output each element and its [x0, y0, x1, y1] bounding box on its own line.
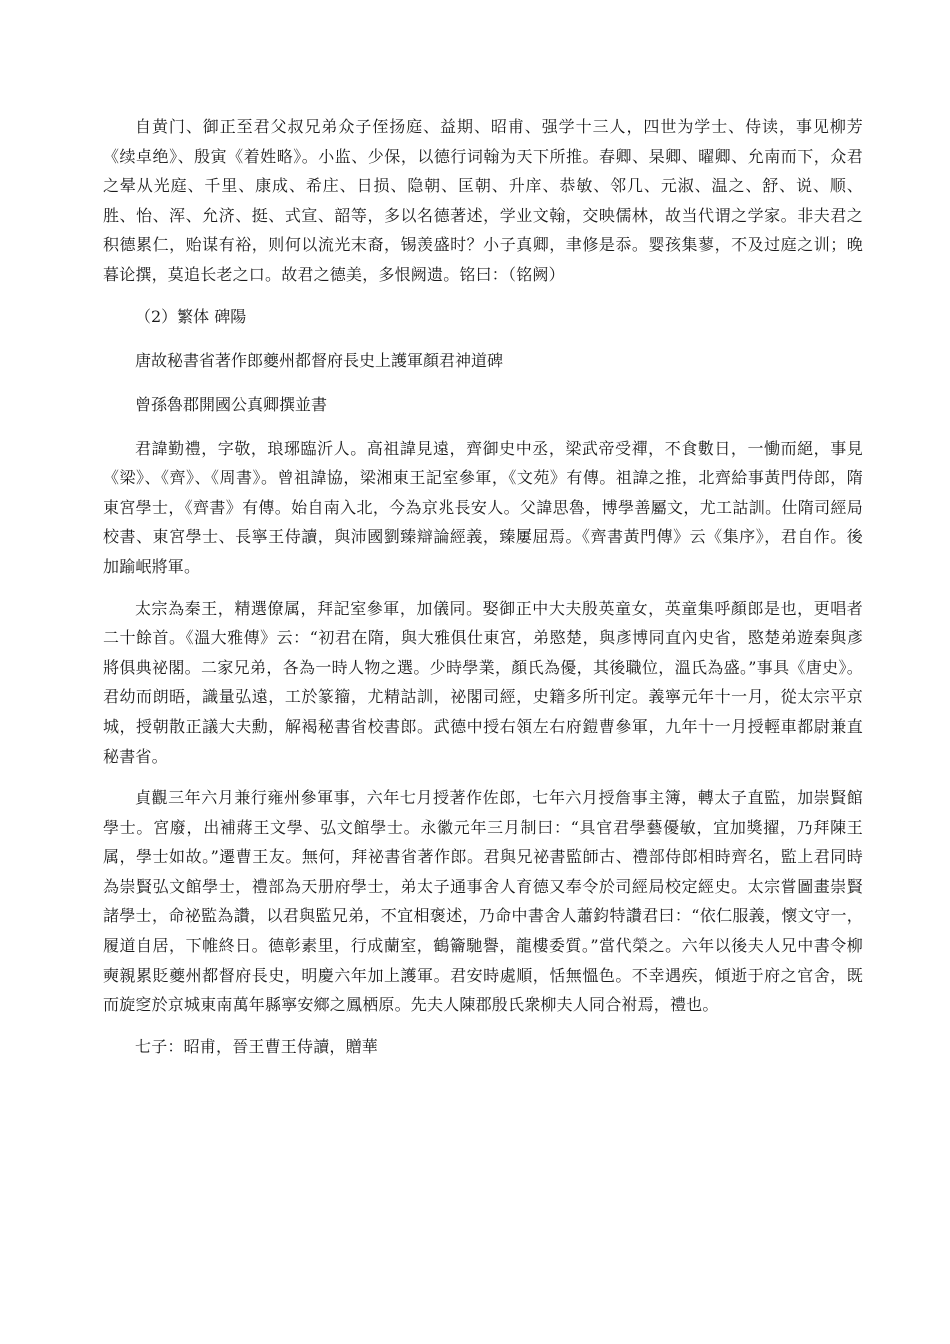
paragraph-genealogy: 自黄门、御正至君父叔兄弟众子侄扬庭、益期、昭甫、强学十三人，四世为学士、侍读，事见柳芳《续卓绝》、殷寅《着姓略》。小监、少保，以德行词翰为天下所推。春卿、杲卿、曜卿、允南而下，众君之晕从光庭、千里、康成、希庄、日损、隐朝、匡朝、升庠、恭敏、邻几、元淑、温之、舒、说、顺、胜、怡、浑、允济、挺、式宣、韶等，多以名德著述，学业文翰，交映儒林，故当代谓之学家。非夫君之积德累仁，贻谋有裕，则何以流光末裔，锡羡盛时？小子真卿，聿修是忝。婴孩集蓼，不及过庭之训；晚暮论撰，莫追长老之口。故君之德美，多恨阙遗。铭曰：（铭阙）	[103, 117, 863, 284]
paragraph-career-early: 太宗為秦王，精選僚属，拜記室參軍，加儀同。娶御正中大夫殷英童女，英童集呼顏郎是也，更唱者二十餘首。《溫大雅傳》云：“初君在隋，與大雅俱仕東宮，弟愍楚，與彥博同直內史省，愍楚弟遊秦與彥將俱典祕閣。二家兄弟，各為一時人物之選。少時學業，顏氏為優，其後職位，溫氏為盛。”事具《唐史》。君幼而朗晤，識量弘遠，工於篆籀，尤精詁訓，祕閣司經，史籍多所刊定。義寧元年十一月，從太宗平京城，授朝散正議大夫勳，解褐秘書省校書郎。武德中授右領左右府鎧曹參軍，九年十一月授輕車都尉兼直秘書省。	[103, 598, 863, 766]
section-heading-traditional: （2）繁体 碑陽	[135, 306, 247, 326]
author-line: 曾孫魯郡開國公真卿撰並書	[135, 394, 328, 414]
paragraph-sons: 七子：昭甫，晉王曹王侍讀，贈華	[135, 1036, 379, 1056]
paragraph-ancestry: 君諱勤禮，字敬，琅琊臨沂人。高祖諱見遠，齊御史中丞，梁武帝受禪，不食數日，一慟而絕，事見《梁》、《齊》、《周書》。曾祖諱協，梁湘東王記室參軍，《文苑》有傳。祖諱之推，北齊給事黃門侍郎，隋東宮學士，《齊書》有傳。始自南入北，今為京兆長安人。父諱思魯，博學善屬文，尤工詁訓。仕隋司經局校書、東宮學士、長寧王侍讀，與沛國劉臻辯論經義，臻屢屈焉。《齊書黃門傳》云《集序》，君自作。後加踰岷將軍。	[103, 438, 863, 576]
stele-title: 唐故秘書省著作郎夔州都督府長史上護軍顏君神道碑	[135, 350, 504, 370]
paragraph-career-zhenguan: 貞觀三年六月兼行雍州參軍事，六年七月授著作佐郎，七年六月授詹事主簿，轉太子直監，加崇賢館學士。宮廢，出補蔣王文學、弘文館學士。永徽元年三月制曰：“具官君學藝優敏，宜加獎擢，乃拜陳王属，學士如故。”遷曹王友。無何，拜祕書省著作郎。君與兄祕書監師古、禮部侍郎相時齊名，監上君同時為崇賢弘文館學士，禮部為天册府學士，弟太子通事舍人育德又奉令於司經局校定經史。太宗嘗圖畫崇賢諸學士，命祕監為讚，以君與監兄弟，不宜相褒述，乃命中書舍人蕭鈞特讚君曰：“依仁服義，懷文守一，履道自居，下帷終日。德彰素里，行成蘭室，鶴籥馳譽，龍樓委質。”當代榮之。六年以後夫人兄中書令柳奭親累貶夔州都督府長史，明慶六年加上護軍。君安時處順，恬無慍色。不幸遇疾，傾逝于府之官舍，既而旋窆於京城東南萬年縣寧安鄉之鳳栖原。先夫人陳郡殷氏衆柳夫人同合祔焉，禮也。	[103, 788, 863, 1015]
document-body	[103, 112, 863, 1073]
